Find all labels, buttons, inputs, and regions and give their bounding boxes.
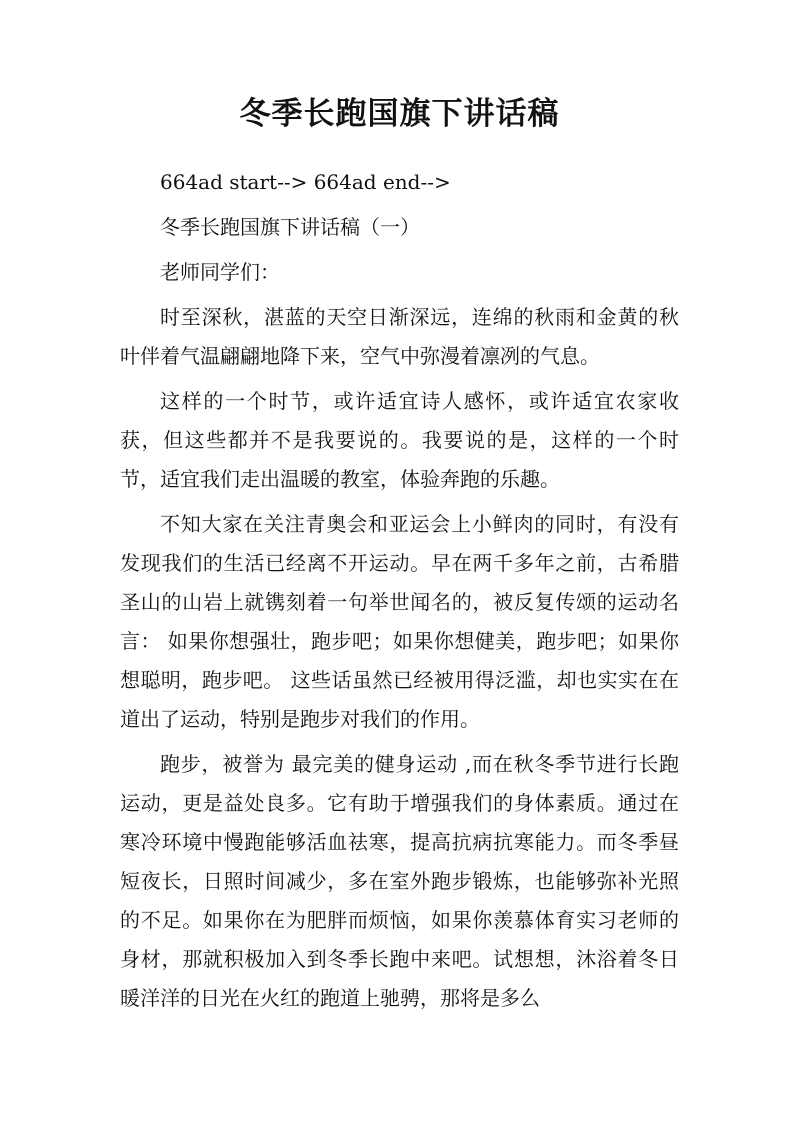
body-paragraph-1: 时至深秋，湛蓝的天空日渐深远，连绵的秋雨和金黄的秋叶伴着气温翩翩地降下来，空气中弥漫着凛冽的气息。	[120, 305, 679, 369]
salutation-paragraph: 老师同学们：	[160, 260, 280, 285]
document-title: 冬季长跑国旗下讲话稿	[239, 96, 560, 132]
body-paragraph-3: 不知大家在关注青奥会和亚运会上小鲜肉的同时，有没有发现我们的生活已经离不开运动。早在两千多年之前，古希腊圣山的山岩上就镌刻着一句举世闻名的，被反复传颂的运动名言： 如果你想强壮，跑步吧；如果你想健美，跑步吧；如果你想聪明，跑步吧。 这些话虽然已经被用得泛滥，却也实实在在道出了运动，特别是跑步对我们的作用。	[120, 512, 679, 732]
ad-marker-paragraph: 664ad start--> 664ad end-->	[160, 170, 451, 195]
section-heading-paragraph: 冬季长跑国旗下讲话稿（一）	[160, 215, 420, 240]
body-paragraph-4: 跑步，被誉为 最完美的健身运动 ,而在秋冬季节进行长跑运动，更是益处良多。它有助于增强我们的身体素质。通过在寒冷环境中慢跑能够活血祛寒，提高抗病抗寒能力。而冬季昼短夜长，日照时间减少，多在室外跑步锻炼，也能够弥补光照的不足。如果你在为肥胖而烦恼，如果你羡慕体育实习老师的身材，那就积极加入到冬季长跑中来吧。试想想，沐浴着冬日暖洋洋的日光在火红的跑道上驰骋，那将是多么	[120, 752, 679, 1011]
body-paragraph-2: 这样的一个时节，或许适宜诗人感怀，或许适宜农家收获，但这些都并不是我要说的。我要说的是，这样的一个时节，适宜我们走出温暖的教室，体验奔跑的乐趣。	[120, 389, 679, 492]
